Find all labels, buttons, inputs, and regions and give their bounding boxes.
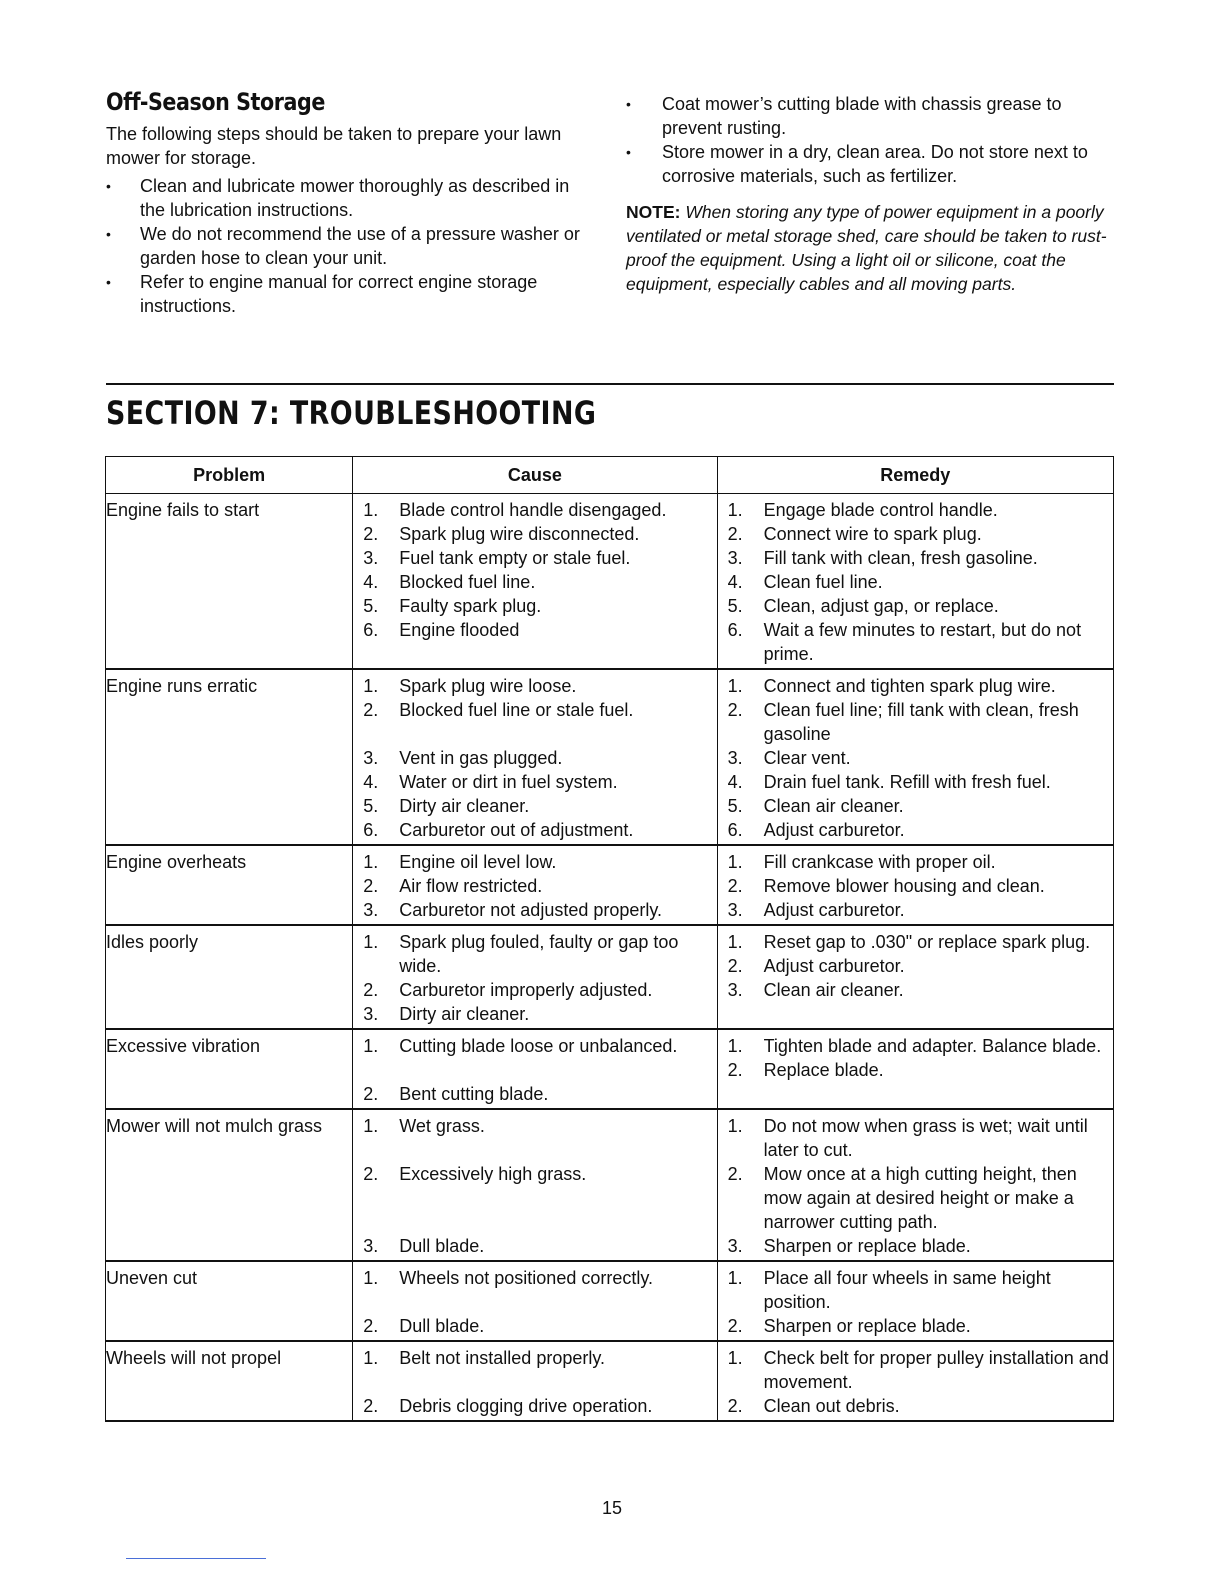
storage-heading: Off-Season Storage	[106, 88, 325, 116]
cause-item	[353, 930, 716, 978]
remedy-number: 1.	[727, 1036, 743, 1056]
remedy-text: Clean out debris.	[763, 1396, 900, 1416]
cause-text: Air flow restricted.	[399, 876, 543, 896]
cause-number: 2.	[363, 700, 379, 720]
cause-number: 3.	[363, 1236, 379, 1256]
cause-item	[353, 898, 716, 922]
storage-column-right	[626, 92, 1116, 296]
cause-number: 1.	[363, 1348, 379, 1368]
cause-number: 4.	[363, 772, 379, 792]
cause-text	[399, 1210, 716, 1234]
remedy-cell	[717, 845, 1113, 925]
troubleshooting-table	[105, 456, 1114, 1422]
cause-text: Carburetor improperly adjusted.	[399, 980, 653, 1000]
cause-text: Wheels not positioned correctly.	[399, 1268, 654, 1288]
bullet-glyph: •	[106, 274, 111, 290]
remedy-number: 4.	[727, 772, 743, 792]
table-row	[106, 1341, 1114, 1421]
remedy-cell	[717, 1341, 1113, 1421]
remedy-item	[718, 746, 1113, 770]
remedy-text: Clean, adjust gap, or replace.	[763, 596, 999, 616]
cause-number: 4.	[363, 572, 379, 592]
storage-bullets-left	[106, 174, 596, 318]
cause-number	[353, 1186, 399, 1210]
remedy-cell	[717, 1261, 1113, 1341]
remedy-item	[718, 794, 1113, 818]
cause-item	[353, 1346, 716, 1370]
cause-item	[353, 874, 716, 898]
remedy-item	[718, 618, 1113, 666]
cause-item	[353, 618, 716, 642]
cause-item	[353, 1114, 716, 1138]
remedy-text: Sharpen or replace blade.	[763, 1316, 971, 1336]
cause-item	[353, 850, 716, 874]
cause-text: Cutting blade loose or unbalanced.	[399, 1036, 678, 1056]
table-row	[106, 669, 1114, 845]
cause-text: Bent cutting blade.	[399, 1084, 549, 1104]
cause-item	[353, 1210, 716, 1234]
remedy-text: Fill crankcase with proper oil.	[763, 852, 996, 872]
remedy-number: 3.	[727, 980, 743, 1000]
cause-item	[353, 1082, 716, 1106]
remedy-text: Drain fuel tank. Refill with fresh fuel.	[763, 772, 1051, 792]
cause-item	[353, 1266, 716, 1290]
bullet-glyph: •	[106, 178, 111, 194]
remedy-number: 3.	[727, 900, 743, 920]
cause-text: Water or dirt in fuel system.	[399, 772, 618, 792]
remedy-item	[718, 954, 1113, 978]
remedy-item	[718, 1034, 1113, 1058]
problem-cell: Engine overheats	[106, 845, 353, 925]
remedy-number: 1.	[727, 1268, 743, 1288]
remedy-item	[718, 850, 1113, 874]
cause-number: 2.	[363, 1316, 379, 1336]
cause-number: 2.	[363, 1164, 379, 1184]
note-text: When storing any type of power equipment in a poorly ventilated or metal storage shed, care should be taken to rust-proof the equipment. Using a light oil or silicone, coat the equipment, especially cables and all moving parts.	[626, 202, 1107, 294]
remedy-item	[718, 546, 1113, 570]
bullet-text: Clean and lubricate mower thoroughly as described in the lubrication instructions.	[140, 176, 570, 220]
problem-cell: Engine runs erratic	[106, 669, 353, 845]
table-body	[106, 494, 1114, 1422]
page-number: 15	[601, 1498, 623, 1518]
remedy-text: Clean air cleaner.	[763, 796, 904, 816]
bullet-item	[626, 140, 1116, 188]
footer-rule	[126, 1558, 266, 1559]
remedy-number: 1.	[727, 1116, 743, 1136]
remedy-item	[718, 1314, 1113, 1338]
header-remedy: Remedy	[717, 457, 1113, 494]
remedy-item	[718, 1058, 1113, 1082]
bullet-item	[106, 174, 596, 222]
cause-number: 3.	[363, 1004, 379, 1024]
cause-item	[353, 522, 716, 546]
bullet-item	[106, 270, 596, 318]
remedy-number: 1.	[727, 1348, 743, 1368]
remedy-item	[718, 522, 1113, 546]
cause-text: Wet grass.	[399, 1116, 485, 1136]
cause-text: Debris clogging drive operation.	[399, 1396, 653, 1416]
remedy-item	[718, 1234, 1113, 1258]
cause-cell	[353, 1029, 717, 1109]
cause-number: 1.	[363, 500, 379, 520]
cause-number	[353, 1210, 399, 1234]
cause-number: 5.	[363, 796, 379, 816]
cause-item	[353, 1290, 716, 1314]
remedy-text: Check belt for proper pulley installation and movement.	[763, 1348, 1109, 1392]
problem-cell: Idles poorly	[106, 925, 353, 1029]
problem-cell: Engine fails to start	[106, 494, 353, 670]
cause-number	[353, 722, 399, 746]
cause-number: 6.	[363, 620, 379, 640]
remedy-number: 2.	[727, 956, 743, 976]
remedy-text: Fill tank with clean, fresh gasoline.	[763, 548, 1038, 568]
cause-text: Spark plug wire loose.	[399, 676, 577, 696]
remedy-item	[718, 770, 1113, 794]
cause-number	[353, 1138, 399, 1162]
cause-text	[399, 1138, 716, 1162]
problem-cell: Mower will not mulch grass	[106, 1109, 353, 1261]
cause-cell	[353, 1109, 717, 1261]
cause-item	[353, 698, 716, 722]
remedy-number: 2.	[727, 524, 743, 544]
table-row	[106, 845, 1114, 925]
remedy-text: Adjust carburetor.	[763, 820, 905, 840]
remedy-number: 1.	[727, 932, 743, 952]
cause-text: Carburetor out of adjustment.	[399, 820, 634, 840]
remedy-item	[718, 594, 1113, 618]
cause-cell	[353, 1261, 717, 1341]
remedy-number: 1.	[727, 500, 743, 520]
cause-cell	[353, 845, 717, 925]
remedy-text: Clean fuel line.	[763, 572, 883, 592]
remedy-text: Do not mow when grass is wet; wait until later to cut.	[763, 1116, 1088, 1160]
cause-item	[353, 818, 716, 842]
remedy-number: 3.	[727, 1236, 743, 1256]
cause-number	[353, 1370, 399, 1394]
cause-number: 2.	[363, 1396, 379, 1416]
cause-text: Vent in gas plugged.	[399, 748, 563, 768]
problem-cell: Uneven cut	[106, 1261, 353, 1341]
remedy-text: Sharpen or replace blade.	[763, 1236, 971, 1256]
cause-item	[353, 770, 716, 794]
cause-item	[353, 1394, 716, 1418]
cause-item	[353, 594, 716, 618]
remedy-item	[718, 498, 1113, 522]
bullet-text: Refer to engine manual for correct engine storage instructions.	[140, 272, 538, 316]
cause-text: Excessively high grass.	[399, 1164, 587, 1184]
cause-text: Spark plug wire disconnected.	[399, 524, 640, 544]
section-title: SECTION 7: TROUBLESHOOTING	[106, 394, 597, 432]
remedy-item	[718, 674, 1113, 698]
cause-number: 5.	[363, 596, 379, 616]
cause-number: 6.	[363, 820, 379, 840]
cause-text: Belt not installed properly.	[399, 1348, 606, 1368]
remedy-text: Reset gap to .030" or replace spark plug.	[763, 932, 1091, 952]
remedy-text: Place all four wheels in same height position.	[763, 1268, 1051, 1312]
remedy-item	[718, 874, 1113, 898]
remedy-item	[718, 570, 1113, 594]
remedy-number: 3.	[727, 748, 743, 768]
remedy-number: 4.	[727, 572, 743, 592]
bullet-item	[626, 92, 1116, 140]
cause-text: Blocked fuel line or stale fuel.	[399, 700, 634, 720]
remedy-number: 1.	[727, 852, 743, 872]
cause-text	[399, 722, 716, 746]
cause-text: Blade control handle disengaged.	[399, 500, 667, 520]
storage-note	[626, 200, 1116, 296]
cause-number: 3.	[363, 748, 379, 768]
remedy-text: Tighten blade and adapter. Balance blade.	[763, 1036, 1102, 1056]
cause-cell	[353, 1341, 717, 1421]
note-label: NOTE:	[626, 202, 681, 222]
cause-text: Spark plug fouled, faulty or gap too wide.	[399, 932, 679, 976]
remedy-number: 2.	[727, 700, 743, 720]
cause-text: Carburetor not adjusted properly.	[399, 900, 663, 920]
remedy-item	[718, 1114, 1113, 1162]
remedy-text: Adjust carburetor.	[763, 900, 905, 920]
cause-text: Dull blade.	[399, 1316, 485, 1336]
remedy-item	[718, 818, 1113, 842]
cause-number: 1.	[363, 676, 379, 696]
remedy-number: 2.	[727, 1396, 743, 1416]
remedy-item	[718, 698, 1113, 746]
cause-item	[353, 1058, 716, 1082]
bullet-text: We do not recommend the use of a pressure washer or garden hose to clean your unit.	[140, 224, 580, 268]
table-row	[106, 925, 1114, 1029]
cause-item	[353, 674, 716, 698]
cause-text: Engine oil level low.	[399, 852, 557, 872]
remedy-number: 5.	[727, 596, 743, 616]
remedy-item	[718, 978, 1113, 1002]
remedy-text: Adjust carburetor.	[763, 956, 905, 976]
cause-number: 2.	[363, 524, 379, 544]
remedy-text: Clean air cleaner.	[763, 980, 904, 1000]
bullet-item	[106, 222, 596, 270]
cause-number: 1.	[363, 852, 379, 872]
cause-number: 2.	[363, 1084, 379, 1104]
storage-column-left	[106, 88, 596, 318]
cause-item	[353, 1370, 716, 1394]
cause-item	[353, 794, 716, 818]
cause-item	[353, 1138, 716, 1162]
cause-cell	[353, 669, 717, 845]
cause-number: 2.	[363, 980, 379, 1000]
cause-number: 3.	[363, 548, 379, 568]
remedy-cell	[717, 669, 1113, 845]
cause-item	[353, 978, 716, 1002]
table-row	[106, 1109, 1114, 1261]
section-divider	[106, 383, 1114, 385]
remedy-text: Clear vent.	[763, 748, 851, 768]
bullet-glyph: •	[626, 144, 631, 160]
bullet-glyph: •	[106, 226, 111, 242]
remedy-number: 6.	[727, 820, 743, 840]
storage-bullets-right	[626, 92, 1116, 188]
header-problem: Problem	[106, 457, 353, 494]
header-cause: Cause	[353, 457, 717, 494]
remedy-text: Connect and tighten spark plug wire.	[763, 676, 1056, 696]
cause-text	[399, 1290, 716, 1314]
remedy-item	[718, 898, 1113, 922]
bullet-text: Store mower in a dry, clean area. Do not store next to corrosive materials, such as fertilizer.	[662, 142, 1088, 186]
bullet-text: Coat mower’s cutting blade with chassis grease to prevent rusting.	[662, 94, 1062, 138]
remedy-number: 2.	[727, 1316, 743, 1336]
cause-item	[353, 1034, 716, 1058]
remedy-number: 1.	[727, 676, 743, 696]
remedy-number: 2.	[727, 876, 743, 896]
cause-item	[353, 722, 716, 746]
remedy-text: Clean fuel line; fill tank with clean, fresh gasoline	[763, 700, 1079, 744]
cause-number: 1.	[363, 1036, 379, 1056]
remedy-text: Engage blade control handle.	[763, 500, 998, 520]
table-row	[106, 494, 1114, 670]
cause-number	[353, 1290, 399, 1314]
table-row	[106, 1029, 1114, 1109]
remedy-number: 3.	[727, 548, 743, 568]
table-header-row	[106, 457, 1114, 494]
problem-cell: Excessive vibration	[106, 1029, 353, 1109]
remedy-cell	[717, 925, 1113, 1029]
cause-text: Dull blade.	[399, 1236, 485, 1256]
cause-item	[353, 498, 716, 522]
storage-intro: The following steps should be taken to prepare your lawn mower for storage.	[106, 124, 562, 168]
cause-text	[399, 1186, 716, 1210]
remedy-cell	[717, 494, 1113, 670]
cause-text: Fuel tank empty or stale fuel.	[399, 548, 631, 568]
cause-item	[353, 1002, 716, 1026]
cause-item	[353, 1162, 716, 1186]
table-row	[106, 1261, 1114, 1341]
cause-number: 2.	[363, 876, 379, 896]
remedy-text: Wait a few minutes to restart, but do not prime.	[763, 620, 1082, 664]
remedy-item	[718, 1162, 1113, 1234]
remedy-item	[718, 1346, 1113, 1394]
remedy-number: 5.	[727, 796, 743, 816]
remedy-text: Replace blade.	[763, 1060, 884, 1080]
cause-number: 1.	[363, 932, 379, 952]
cause-item	[353, 1234, 716, 1258]
cause-text: Dirty air cleaner.	[399, 796, 530, 816]
cause-text	[399, 1058, 716, 1082]
remedy-text: Remove blower housing and clean.	[763, 876, 1045, 896]
remedy-item	[718, 1266, 1113, 1314]
remedy-cell	[717, 1029, 1113, 1109]
cause-number	[353, 1058, 399, 1082]
remedy-text: Connect wire to spark plug.	[763, 524, 982, 544]
bullet-glyph: •	[626, 96, 631, 112]
cause-text	[399, 1370, 716, 1394]
cause-number: 3.	[363, 900, 379, 920]
cause-item	[353, 570, 716, 594]
cause-item	[353, 1186, 716, 1210]
cause-cell	[353, 925, 717, 1029]
remedy-text: Mow once at a high cutting height, then mow again at desired height or make a narrower cutting path.	[763, 1164, 1077, 1232]
cause-text: Blocked fuel line.	[399, 572, 536, 592]
remedy-number: 6.	[727, 620, 743, 640]
cause-text: Dirty air cleaner.	[399, 1004, 530, 1024]
remedy-item	[718, 930, 1113, 954]
cause-item	[353, 1314, 716, 1338]
remedy-number: 2.	[727, 1060, 743, 1080]
cause-item	[353, 746, 716, 770]
cause-number: 1.	[363, 1268, 379, 1288]
cause-text: Engine flooded	[399, 620, 520, 640]
cause-number: 1.	[363, 1116, 379, 1136]
remedy-number: 2.	[727, 1164, 743, 1184]
cause-text: Faulty spark plug.	[399, 596, 542, 616]
cause-cell	[353, 494, 717, 670]
problem-cell: Wheels will not propel	[106, 1341, 353, 1421]
remedy-cell	[717, 1109, 1113, 1261]
cause-item	[353, 546, 716, 570]
remedy-item	[718, 1394, 1113, 1418]
